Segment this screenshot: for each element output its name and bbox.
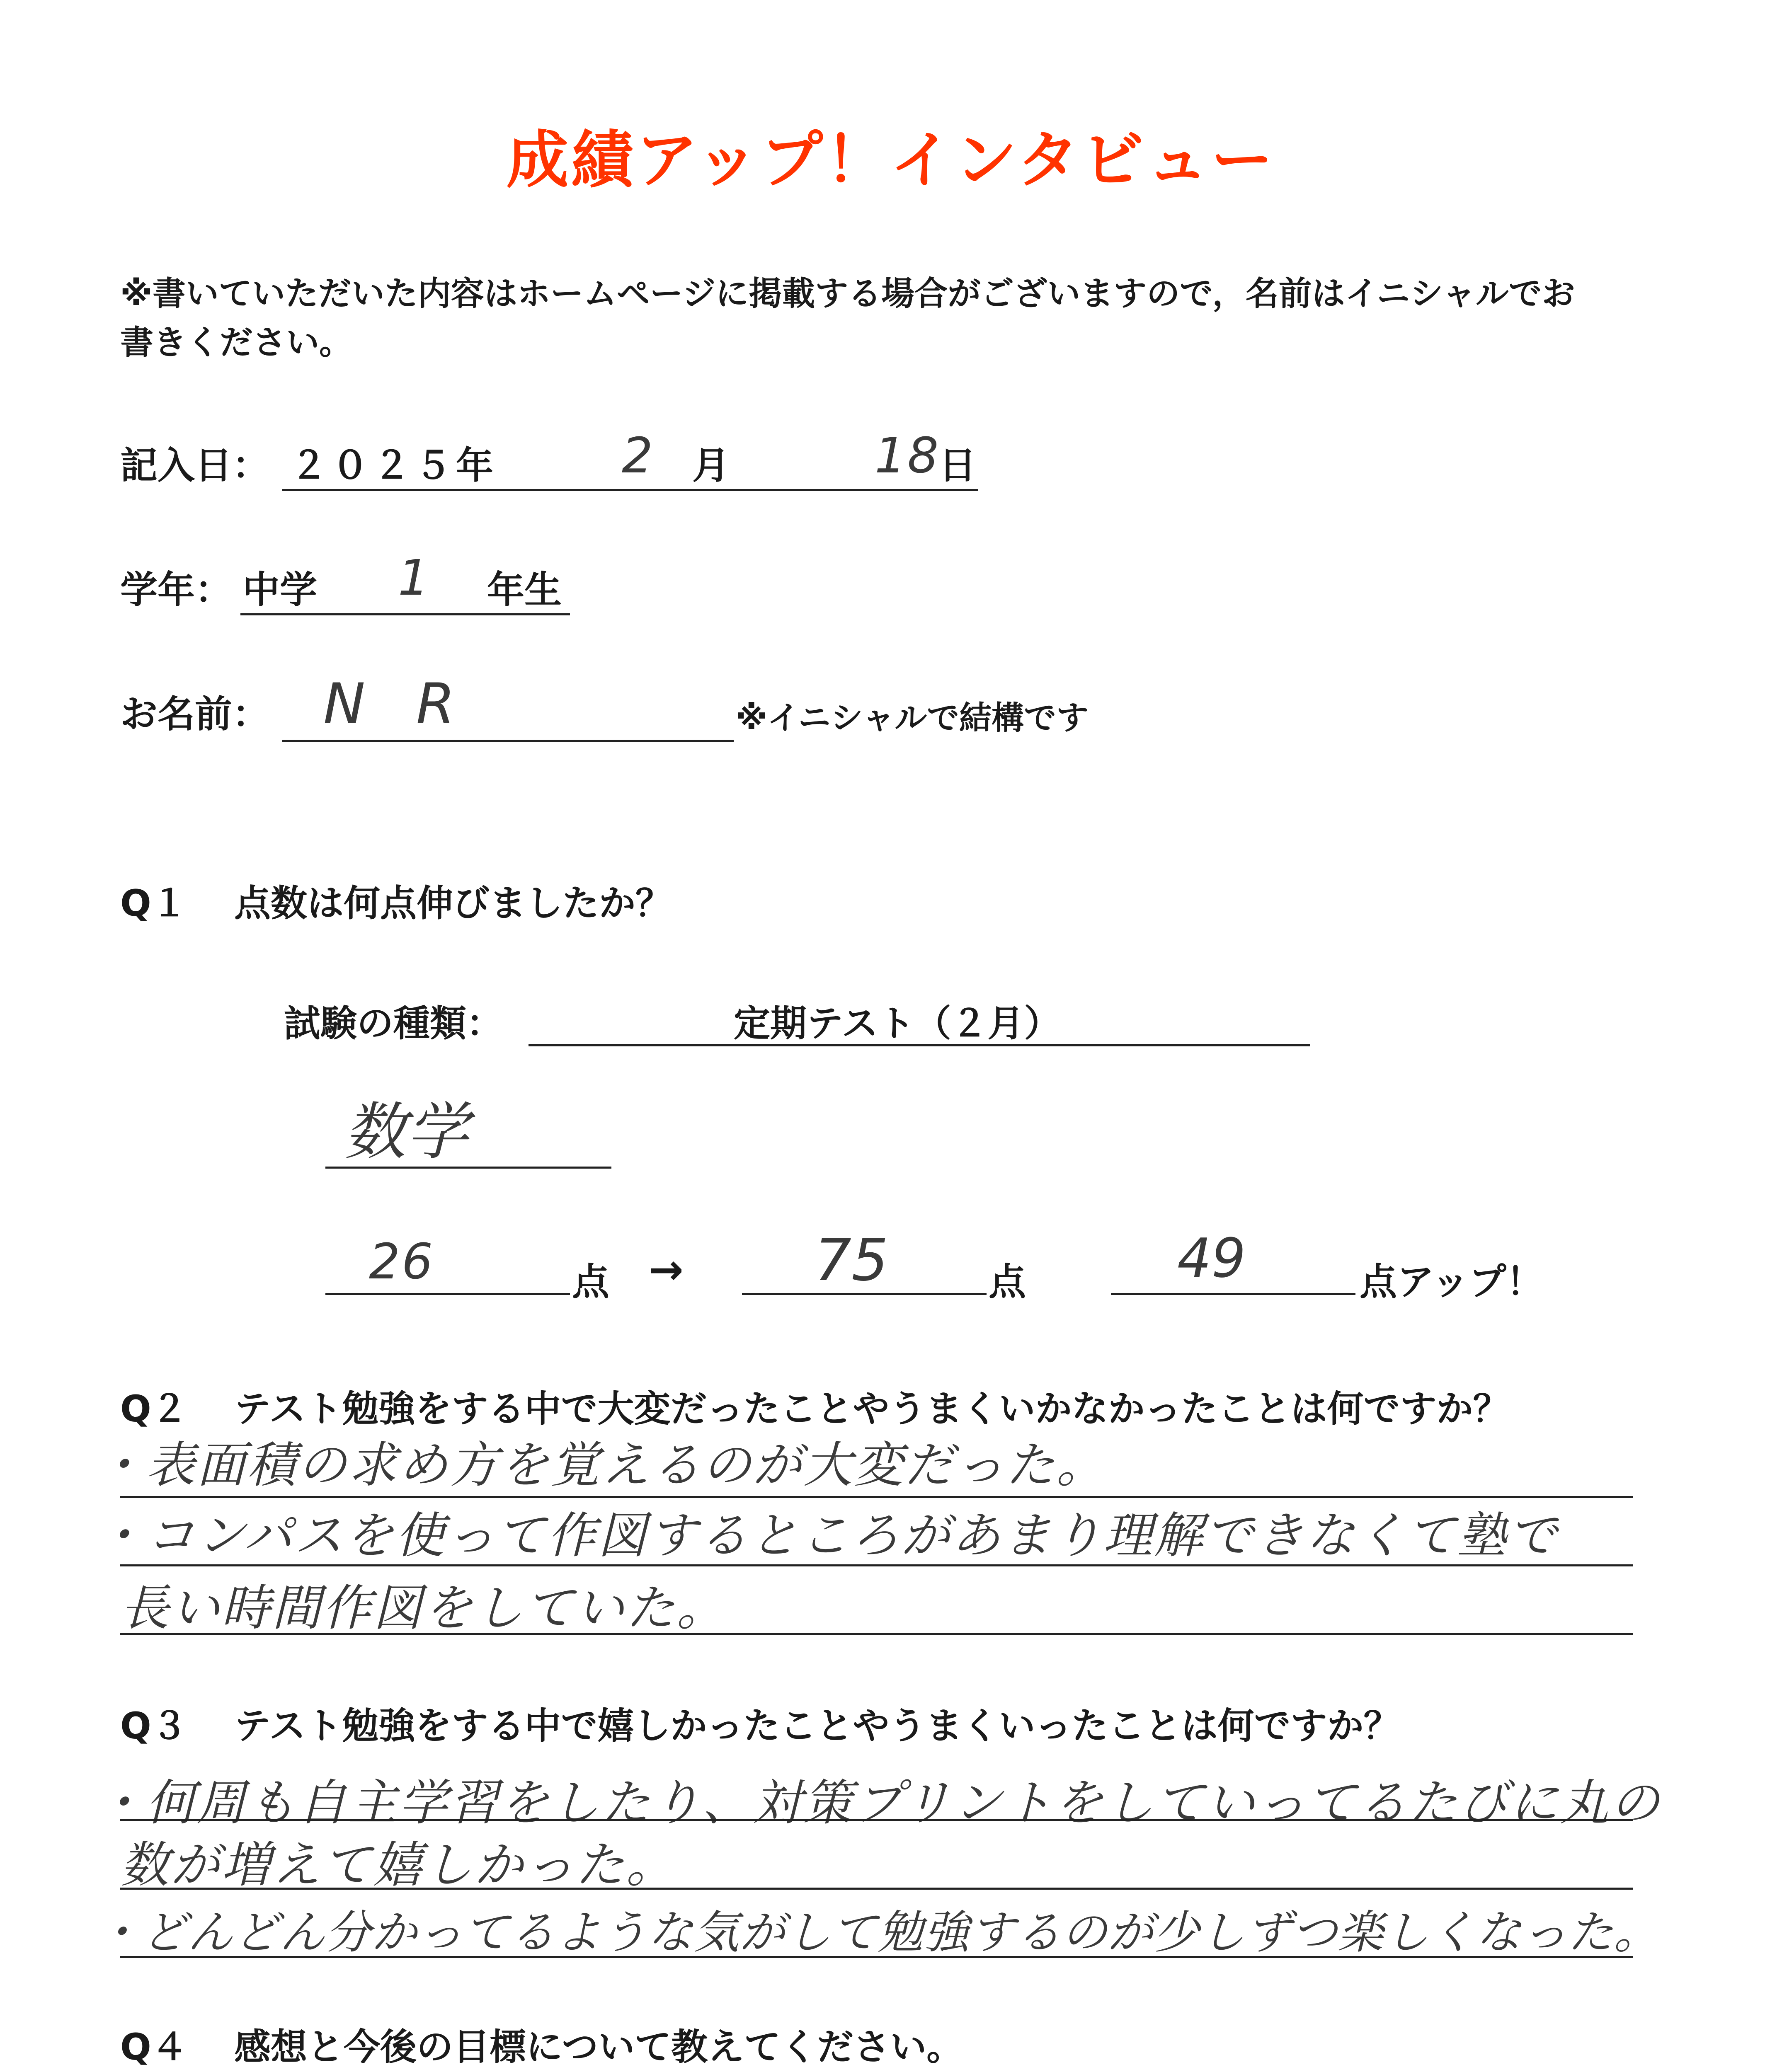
q3-question: テスト勉強をする中で嬉しかったことやうまくいったことは何ですか？ <box>234 1704 1400 1747</box>
entry-date-underline <box>282 489 978 491</box>
score-before-unit: 点 <box>572 1260 609 1304</box>
entry-date-month-unit: 月 <box>692 444 730 487</box>
q3-answer-line-3[interactable]: ・どんどん分かってるような気がして勉強するのが少しずつ楽しくなった。 <box>95 1906 1660 1959</box>
score-diff-underline <box>1111 1293 1355 1295</box>
q3-rule-3 <box>120 1956 1633 1958</box>
q2-answer-line-1[interactable]: ・表面積の求め方を覚えるのが大変だった。 <box>95 1436 1107 1493</box>
score-after-value[interactable]: 75 <box>815 1227 889 1294</box>
q3-answer-line-1[interactable]: ・何周も自主学習をしたり、対策プリントをしていってるたびに丸の <box>95 1774 1661 1831</box>
privacy-notice <box>120 269 1654 367</box>
name-value[interactable]: N R <box>323 671 472 736</box>
q3-rule-2 <box>120 1888 1633 1890</box>
q2-label: Q２ <box>120 1387 188 1430</box>
grade-value[interactable]: 1 <box>398 549 431 606</box>
subject-underline <box>325 1167 611 1169</box>
subject-value[interactable]: 数学 <box>344 1096 469 1168</box>
grade-prefix: 中学 <box>242 568 317 612</box>
q4-label: Q４ <box>120 2026 188 2068</box>
q2-rule-2 <box>120 1564 1633 1566</box>
entry-date-day-value[interactable]: 18 <box>875 427 941 484</box>
page-title: 成績アップ！インタビュー <box>506 124 1276 196</box>
exam-type-underline <box>529 1044 1310 1046</box>
score-up-text: 点アップ！ <box>1360 1260 1544 1304</box>
score-before-underline <box>325 1293 570 1295</box>
entry-date-year: ２０２５年 <box>290 444 497 487</box>
q2-answer-line-3[interactable]: 長い時間作図をしていた。 <box>120 1579 727 1636</box>
q3-answer-line-2[interactable]: 数が増えて嬉しかった。 <box>120 1836 677 1893</box>
q2-answer-line-2[interactable]: ・コンパスを使って作図するところがあまり理解できなくて塾で <box>95 1507 1559 1564</box>
grade-label: 学年： <box>120 568 232 612</box>
exam-type-value[interactable]: 定期テスト（２月） <box>734 1002 1061 1045</box>
entry-date-month-value[interactable]: 2 <box>622 427 655 484</box>
entry-date-label: 記入日： <box>120 444 269 487</box>
q2-question: テスト勉強をする中で大変だったことやうまくいかなかったことは何ですか？ <box>234 1387 1510 1430</box>
exam-type-label: 試験の種類： <box>284 1002 503 1045</box>
entry-date-day-unit: 日 <box>939 444 976 487</box>
q3-label: Q３ <box>120 1704 188 1747</box>
q3-rule-1 <box>120 1819 1633 1821</box>
notice-line-1: ※書いていただいた内容はホームページに掲載する場合がございますので，名前はイニシャルでお <box>120 274 1575 313</box>
name-underline <box>282 740 734 742</box>
score-before-value[interactable]: 26 <box>369 1233 435 1290</box>
grade-suffix: 年生 <box>487 568 562 612</box>
score-after-underline <box>742 1293 987 1295</box>
arrow-icon: → <box>649 1245 684 1294</box>
q1-label: Q１ <box>120 882 188 925</box>
notice-line-2: 書きください。 <box>120 323 352 362</box>
name-label: お名前： <box>120 692 269 736</box>
score-diff-value[interactable]: 49 <box>1177 1227 1246 1290</box>
q4-question: 感想と今後の目標について教えてください。 <box>234 2026 963 2068</box>
grade-underline <box>240 613 570 615</box>
q2-rule-3 <box>120 1633 1633 1635</box>
q1-question: 点数は何点伸びましたか？ <box>234 882 672 925</box>
score-after-unit: 点 <box>989 1260 1026 1304</box>
name-note: ※イニシャルで結構です <box>736 700 1089 737</box>
